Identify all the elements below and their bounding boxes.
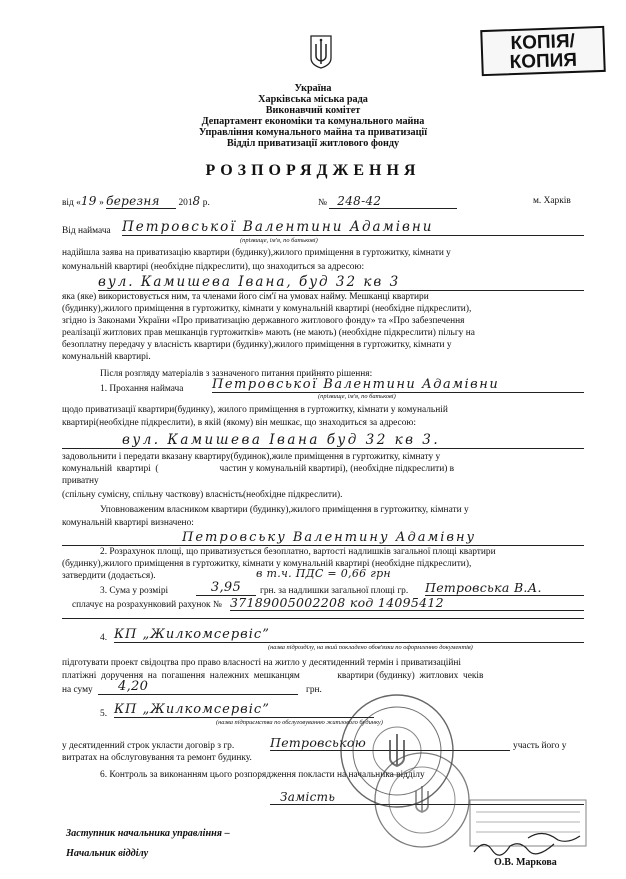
body-p14: (спільну сумісну, спільну часткову) власність(необхідне підкреслити). xyxy=(62,490,343,500)
order-number-label: № xyxy=(318,198,327,208)
item1-name: Петровської Валентини Адамівни xyxy=(212,377,584,393)
item4-label: 4. xyxy=(100,633,108,643)
document-title: РОЗПОРЯДЖЕННЯ xyxy=(205,162,421,179)
handwritten-instead: Замість xyxy=(280,790,336,804)
date-day: 19 xyxy=(80,194,97,208)
body-p21: підготувати проект свідоцтва про право власності на житло у десятиденний термін і приватизаційні xyxy=(62,658,462,668)
copy-stamp-line1: КОПІЯ/ xyxy=(510,30,576,55)
item3-mid: грн. за надлишки загальної площі гр. xyxy=(260,586,409,596)
body-p18: (будинку),жилого приміщення в гуртожитку, кімнати у комунальній квартирі (необхідне підкреслити), xyxy=(62,559,472,569)
tenant-label: Від наймача xyxy=(62,226,111,236)
item3-label: 3. Сума у розмірі xyxy=(100,586,169,596)
owner-name: Петровську Валентину Адамівну xyxy=(62,530,584,546)
item5-label: 5. xyxy=(100,709,108,719)
item1-caption: (прізвище, ім'я, по батькові) xyxy=(318,393,396,400)
body-p11: задовольнити і передати вказану квартиру(будинок),жиле приміщення в гуртожитку, кімнату у xyxy=(62,452,441,462)
header-council: Харківська міська рада xyxy=(258,94,368,105)
header-department: Департамент економіки та комунального майна xyxy=(201,116,425,127)
contract-name: Петровською xyxy=(270,735,510,751)
item3-name: Петровська В.А. xyxy=(425,580,584,596)
account-label: сплачує на розрахунковий рахунок № xyxy=(72,600,222,610)
header-division: Відділ приватизації житлового фонду xyxy=(226,138,400,149)
signer-role-2: Начальник відділу xyxy=(66,848,149,859)
body-p13: приватну xyxy=(62,476,99,486)
city: м. Харків xyxy=(533,196,571,206)
header-committee: Виконавчий комітет xyxy=(265,105,361,116)
body-p4: згідно із Законами України «Про приватизацію державного житлового фонду» та «Про забезпечення xyxy=(62,316,465,326)
enterprise-round-seal-icon xyxy=(372,750,472,850)
body-p7: комунальній квартирі. xyxy=(62,352,151,362)
item4-org: КП „Жилкомсервіс” xyxy=(114,627,584,643)
date-year-suffix: р. xyxy=(200,198,210,208)
body-p26: 6. Контроль за виконанням цього розпорядження покласти на начальника відділу xyxy=(100,770,425,780)
date-line xyxy=(62,196,210,210)
body-p6: безоплатну передачу у власність квартири (будинку),жилого приміщення в гуртожитку, кімнати у xyxy=(62,340,452,350)
body-p22: платіжні доручення на погашення належних мешканцям квартири (будинку) житлових чеків xyxy=(62,671,484,681)
copy-stamp xyxy=(480,26,606,76)
order-number: 248-42 xyxy=(329,196,457,209)
body-p3: (будинку),жилого приміщення в гуртожитку, кімнати у комунальній квартирі (необхідне підкреслити), xyxy=(62,304,472,314)
item5-org: КП „Жилкомсервіс” xyxy=(114,702,374,718)
tenant-caption: (прізвище, ім'я, по батькові) xyxy=(240,237,318,244)
body-p1: надійшла заява на приватизацію квартири (будинку),жилого приміщення в гуртожитку, кімнати у xyxy=(62,248,451,258)
vat-note: в т.ч. ПДС = 0,66 грн xyxy=(256,567,391,580)
body-p17: 2. Розрахунок площі, що приватизується безоплатно, вартості надлишків загальної площі квартири xyxy=(100,547,496,557)
body-p1b: комунальній квартирі (необхідне підкреслити), що знаходиться за адресою: xyxy=(62,262,365,272)
date-prefix: від « xyxy=(62,198,81,208)
body-p8: Після розгляду матеріалів з зазначеного питання прийнято рішення: xyxy=(100,369,373,379)
date-year-digit: 8 xyxy=(192,194,201,208)
date-month: березня xyxy=(106,196,176,209)
address: вул. Камишева Івана, буд 32 кв 3 xyxy=(98,274,584,291)
contract-text-b: участь його у xyxy=(513,741,567,751)
divider-line xyxy=(62,618,584,619)
body-p5: реалізації житлових прав мешканців гуртожитків» мають (не мають) (необхідне підкреслити) пільгу на xyxy=(62,328,475,338)
body-p12: комунальній квартирі ( частин у комунальній квартирі), (необхідне підкреслити) в xyxy=(62,464,455,474)
copy-stamp-line2: КОПИЯ xyxy=(509,49,578,74)
header-directorate: Управління комунального майна та приватизації xyxy=(198,127,428,138)
check-sum: 4,20 xyxy=(98,679,298,695)
item3-sum: 3,95 xyxy=(196,580,256,596)
sum-unit: грн. xyxy=(306,685,322,695)
item5-caption: (назва підприємства по обслуговуванню житлового будинку) xyxy=(216,719,383,726)
header-country: Україна xyxy=(294,83,332,94)
date-year-prefix: 201 xyxy=(178,198,193,208)
handwritten-signature-icon xyxy=(470,836,560,858)
address2: вул. Камишева Івана буд 32 кв 3. xyxy=(62,432,584,449)
tenant-name: Петровської Валентини Адамівни xyxy=(122,219,584,236)
contract-text-a: у десятиденний строк укласти договір з гр. xyxy=(62,741,235,751)
trident-emblem-icon xyxy=(308,34,334,70)
body-p16: комунальній квартирі визначено: xyxy=(62,518,194,528)
account-number: 37189005002208 код 14095412 xyxy=(230,595,584,611)
signer-role-1: Заступник начальника управління – xyxy=(66,828,230,839)
item1-label: 1. Прохання наймача xyxy=(100,384,184,394)
signer-name: О.В. Маркова xyxy=(494,857,557,868)
body-p25: витратах на обслуговування та ремонт будинку. xyxy=(62,753,252,763)
sum-label: на суму xyxy=(62,685,93,695)
date-mid: » xyxy=(99,198,104,208)
body-p19: затвердити (додається). xyxy=(62,571,156,581)
body-p2: яка (яке) використовується ним, та членами його сім'ї на умовах найму. Мешканці квартири xyxy=(62,292,429,302)
body-p15: Уповноваженим власником квартири (будинку),жилого приміщення в гуртожитку, кімнати у xyxy=(100,505,469,515)
order-number-block xyxy=(318,196,457,210)
item4-caption: (назва підрозділу, на який покладено обов'язки по оформленню документів) xyxy=(268,644,473,651)
body-p9: щодо приватизації квартири(будинку), жилого приміщення в гуртожитку, кімнати у комунальній xyxy=(62,405,448,415)
body-p10: квартирі(необхідне підкреслити), в якій (якому) він мешкає, що знаходиться за адресою: xyxy=(62,418,417,428)
